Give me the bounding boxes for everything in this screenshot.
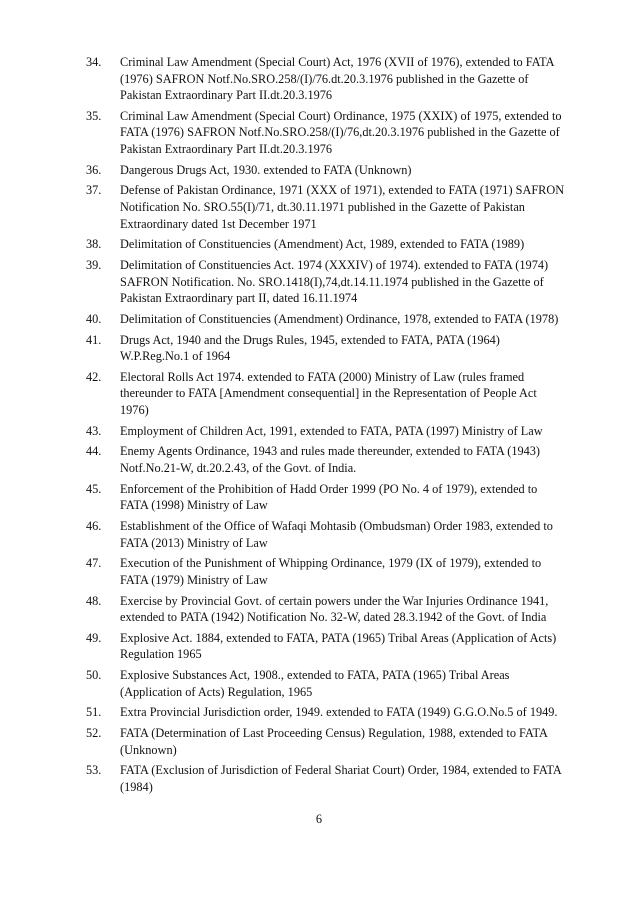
list-item bbox=[86, 162, 566, 179]
list-item bbox=[86, 762, 566, 795]
item-text: Delimitation of Constituencies Act. 1974 (XXXIV) of 1974). extended to FATA (1974) SAFRON Notification. No. SRO.1418(I),74,dt.14.11.1974 published in the Gazette of Pakistan Extraordinary part II, dated 16.11.1974 bbox=[120, 258, 549, 306]
item-text: Criminal Law Amendment (Special Court) Ordinance, 1975 (XXIX) of 1975, extended to FATA (1976) SAFRON Notf.No.SRO.258/(I)/76,dt.20.3.1976 published in the Gazette of Pakistan Extraordinary Part II.dt.20.3.1976 bbox=[120, 108, 562, 157]
list-item bbox=[86, 332, 566, 365]
item-text: Establishment of the Office of Wafaqi Mohtasib (Ombudsman) Order 1983, extended to FATA (2013) Ministry of Law bbox=[120, 518, 553, 550]
item-text: Enforcement of the Prohibition of Hadd Order 1999 (PO No. 4 of 1979), extended to FATA (1998) Ministry of Law bbox=[120, 481, 538, 513]
list-item bbox=[86, 555, 566, 588]
list-item bbox=[86, 182, 566, 232]
item-number: 39. bbox=[86, 258, 102, 272]
item-text: Explosive Act. 1884, extended to FATA, PATA (1965) Tribal Areas (Application of Acts) Regulation 1965 bbox=[120, 630, 557, 662]
list-item bbox=[86, 236, 566, 253]
item-text: Explosive Substances Act, 1908., extended to FATA, PATA (1965) Tribal Areas (Application of Acts) Regulation, 1965 bbox=[120, 668, 510, 699]
page-number: 6 bbox=[315, 812, 323, 826]
list-item bbox=[86, 54, 566, 104]
item-number: 50. bbox=[86, 668, 102, 683]
item-text: FATA (Determination of Last Proceeding Census) Regulation, 1988, extended to FATA (Unknown) bbox=[120, 726, 548, 757]
item-number: 41. bbox=[86, 332, 102, 347]
list-item bbox=[86, 725, 566, 758]
item-number: 43. bbox=[86, 423, 102, 438]
item-number: 36. bbox=[86, 162, 102, 177]
item-number: 47. bbox=[86, 556, 102, 571]
list-item bbox=[86, 481, 566, 514]
list-item bbox=[86, 257, 566, 307]
list-item bbox=[86, 630, 566, 663]
list-item bbox=[86, 704, 566, 721]
item-text: Drugs Act, 1940 and the Drugs Rules, 1945, extended to FATA, PATA (1964) W.P.Reg.No.1 of 1964 bbox=[120, 332, 500, 364]
item-number: 53. bbox=[86, 763, 102, 778]
item-number: 35. bbox=[86, 108, 102, 123]
item-text: Electoral Rolls Act 1974. extended to FATA (2000) Ministry of Law (rules framed thereunder to FATA [Amendment consequential] in the Representation of People Act 1976) bbox=[120, 369, 537, 418]
list-item bbox=[86, 369, 566, 419]
item-text: Employment of Children Act, 1991, extended to FATA, PATA (1997) Ministry of Law bbox=[120, 423, 543, 438]
list-item bbox=[86, 108, 566, 158]
item-text: Exercise by Provincial Govt. of certain powers under the War Injuries Ordinance 1941, extended to PATA (1942) Notification No. 32-W, dated 28.3.1942 of the Govt. of India bbox=[120, 593, 549, 625]
item-number: 37. bbox=[86, 183, 102, 198]
item-text: Defense of Pakistan Ordinance, 1971 (XXX of 1971), extended to FATA (1971) SAFRON Notification No. SRO.55(I)/71, dt.30.11.1971 published in the Gazette of Pakistan Extraordinary dated 1st December 1971 bbox=[120, 183, 565, 231]
item-text: Enemy Agents Ordinance, 1943 and rules made thereunder, extended to FATA (1943) Notf.No.21-W, dt.20.2.43, of the Govt. of India. bbox=[120, 444, 541, 475]
item-number: 46. bbox=[86, 518, 102, 533]
item-text: Execution of the Punishment of Whipping Ordinance, 1979 (IX of 1979), extended to FATA (1979) Ministry of Law bbox=[120, 556, 542, 587]
law-list bbox=[86, 54, 566, 800]
item-text: Extra Provincial Jurisdiction order, 1949. extended to FATA (1949) G.G.O.No.5 of 1949. bbox=[120, 705, 558, 720]
item-text: Dangerous Drugs Act, 1930. extended to FATA (Unknown) bbox=[120, 162, 412, 177]
item-number: 45. bbox=[86, 481, 102, 496]
list-item bbox=[86, 518, 566, 551]
item-number: 42. bbox=[86, 369, 102, 384]
item-text: Criminal Law Amendment (Special Court) Act, 1976 (XVII of 1976), extended to FATA (1976) SAFRON Notf.No.SRO.258/(I)/76.dt.20.3.1976 published in the Gazette of Pakistan Extraordinary Part II.dt.20.3.1976 bbox=[120, 55, 554, 103]
item-number: 48. bbox=[86, 593, 102, 608]
item-number: 34. bbox=[86, 55, 102, 69]
item-text: FATA (Exclusion of Jurisdiction of Federal Shariat Court) Order, 1984, extended to FATA (1984) bbox=[120, 763, 562, 794]
list-item bbox=[86, 423, 566, 440]
item-number: 49. bbox=[86, 630, 102, 645]
item-text: Delimitation of Constituencies (Amendment) Ordinance, 1978, extended to FATA (1978) bbox=[120, 311, 559, 326]
item-number: 51. bbox=[86, 705, 102, 720]
item-number: 44. bbox=[86, 444, 102, 459]
item-number: 40. bbox=[86, 311, 102, 326]
list-item bbox=[86, 593, 566, 626]
item-number: 38. bbox=[86, 237, 102, 252]
list-item bbox=[86, 667, 566, 700]
list-item bbox=[86, 443, 566, 476]
item-number: 52. bbox=[86, 726, 102, 741]
item-text: Delimitation of Constituencies (Amendment) Act, 1989, extended to FATA (1989) bbox=[120, 237, 525, 252]
list-item bbox=[86, 311, 566, 328]
